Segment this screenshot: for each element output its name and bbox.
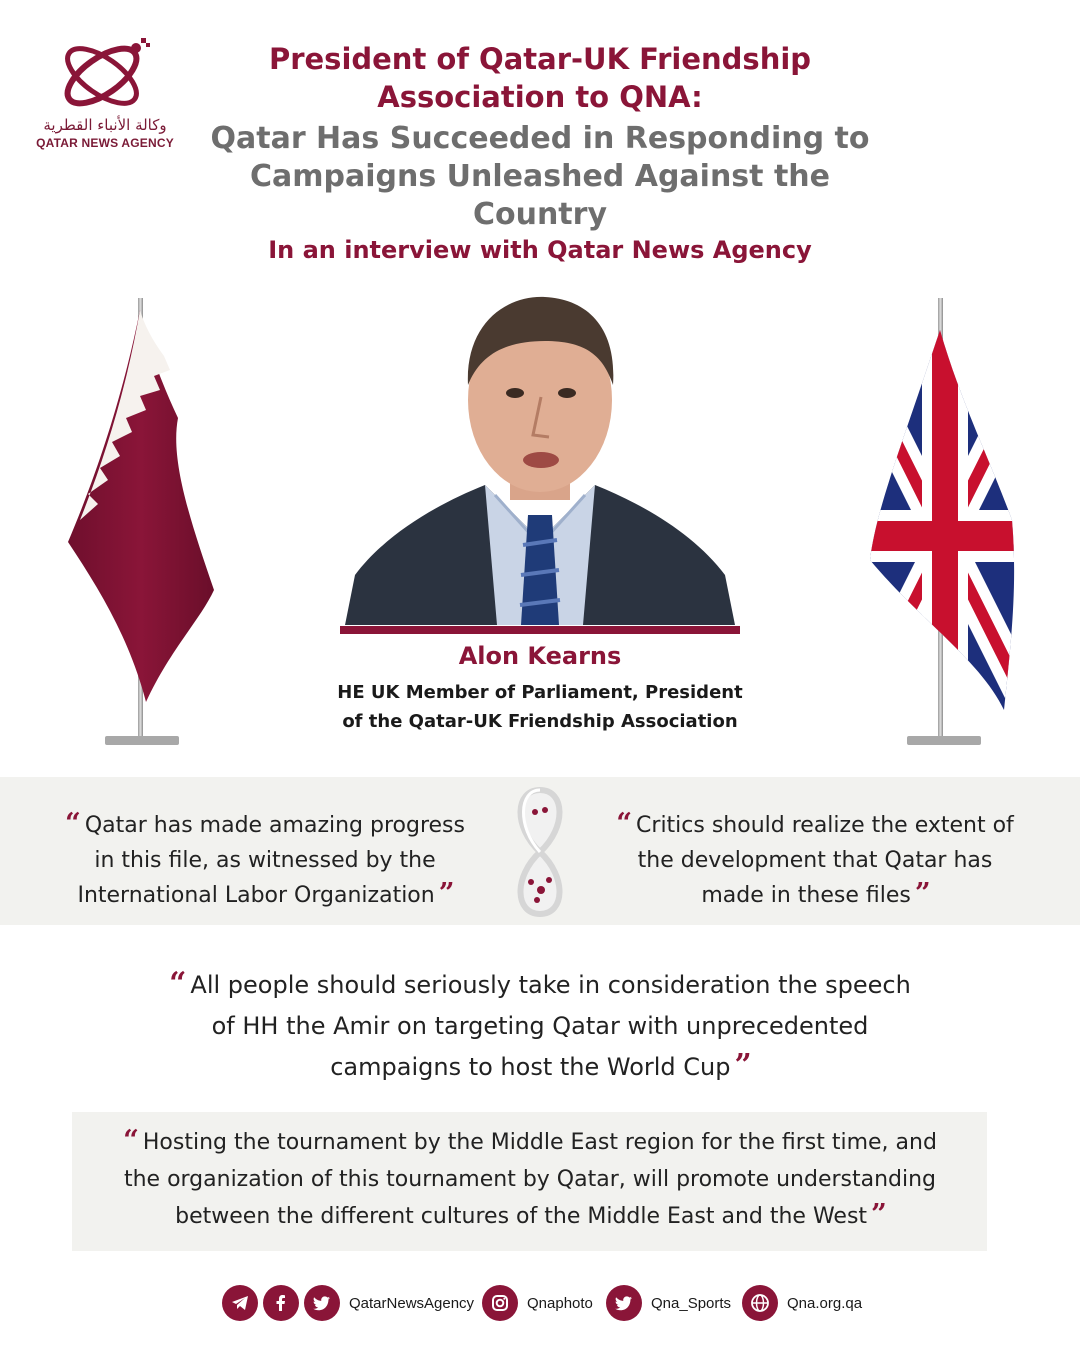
headline-bottom <box>180 120 900 234</box>
telegram-icon[interactable] <box>222 1285 258 1321</box>
quote-boxed-line-2: the organization of this tournament by Qatar, will promote understanding <box>123 1167 937 1192</box>
twitter-icon[interactable] <box>606 1285 642 1321</box>
headline-top <box>180 40 900 116</box>
quote-middle <box>90 965 990 1088</box>
close-quote-mark: ” <box>914 877 929 909</box>
portrait-underline <box>340 626 740 634</box>
social-group-instagram[interactable] <box>482 1285 593 1321</box>
headline-line-4: Campaigns Unleashed Against the Country <box>250 159 830 232</box>
facebook-icon[interactable] <box>263 1285 299 1321</box>
person-name: Alon Kearns <box>458 642 622 670</box>
website-link[interactable]: Qna.org.qa <box>787 1294 863 1312</box>
quote-middle-line-2: of HH the Amir on targeting Qatar with unprecedented <box>211 1012 869 1040</box>
handle-qna-sports[interactable]: Qna_Sports <box>651 1294 732 1312</box>
social-group-website[interactable] <box>742 1285 862 1321</box>
headline-line-3: Qatar Has Succeeded in Responding to <box>210 121 870 156</box>
qatar-flag <box>60 290 230 750</box>
quote-left-line-2: in this file, as witnessed by the <box>94 848 436 873</box>
social-group-main[interactable] <box>222 1285 474 1321</box>
open-quote-mark: “ <box>616 807 631 839</box>
quote-boxed-line-1: Hosting the tournament by the Middle East region for the first time, and <box>142 1130 937 1155</box>
quote-left-line-3: International Labor Organization <box>77 883 435 908</box>
quote-right <box>585 808 1045 913</box>
instagram-icon[interactable] <box>482 1285 518 1321</box>
person-role <box>290 678 790 736</box>
quote-right-line-1: Critics should realize the extent of <box>636 813 1014 838</box>
handle-qatarnewsagency[interactable]: QatarNewsAgency <box>349 1294 475 1312</box>
qna-logo-mark <box>50 30 160 116</box>
quote-middle-line-3: campaigns to host the World Cup <box>330 1053 731 1081</box>
world-cup-emblem <box>505 782 575 922</box>
headline-line-2: Association to QNA: <box>377 80 703 114</box>
person-role-line-2: of the Qatar-UK Friendship Association <box>342 711 738 732</box>
close-quote-mark: ” <box>871 1198 885 1230</box>
quote-left-line-1: Qatar has made amazing progress <box>84 813 465 838</box>
open-quote-mark: “ <box>169 966 185 1001</box>
social-group-sports[interactable] <box>606 1285 731 1321</box>
quote-left <box>30 808 500 913</box>
subtitle: In an interview with Qatar News Agency <box>268 236 812 264</box>
close-quote-mark: ” <box>734 1048 750 1083</box>
social-footer <box>0 1285 1080 1329</box>
handle-qnaphoto[interactable]: Qnaphoto <box>527 1294 593 1312</box>
close-quote-mark: ” <box>438 877 453 909</box>
quote-boxed-line-3: between the different cultures of the Middle East and the West <box>175 1204 868 1229</box>
quote-right-line-3: made in these files <box>701 883 911 908</box>
quote-boxed <box>80 1124 980 1235</box>
open-quote-mark: “ <box>65 807 79 839</box>
quote-right-line-2: the development that Qatar has <box>637 848 993 873</box>
qna-logo <box>30 30 180 160</box>
open-quote-mark: “ <box>123 1124 137 1156</box>
twitter-icon[interactable] <box>304 1285 340 1321</box>
uk-flag <box>860 290 1030 750</box>
person-role-line-1: HE UK Member of Parliament, President <box>337 682 743 703</box>
logo-arabic-text: وكالة الأنباء القطرية <box>43 116 167 134</box>
quote-middle-line-1: All people should seriously take in consideration the speech <box>190 971 911 999</box>
headline-line-1: President of Qatar-UK Friendship <box>268 42 812 76</box>
person-portrait <box>345 285 735 625</box>
globe-icon[interactable] <box>742 1285 778 1321</box>
logo-english-text: QATAR NEWS AGENCY <box>36 136 174 150</box>
